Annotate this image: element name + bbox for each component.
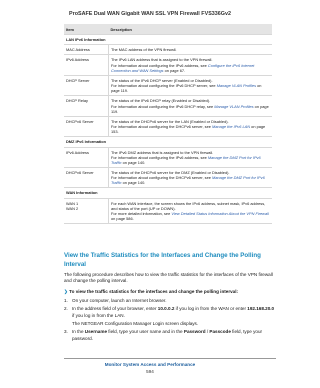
section-wan: WAN Information	[64, 188, 272, 198]
row-description	[109, 96, 273, 116]
step-1: 1. On your computer, launch an Internet browser.	[64, 298, 167, 304]
cross-reference-link[interactable]: Manage the DMZ Port for IPv6 Traffic	[111, 175, 265, 186]
step-text-part: In the address field of your browser, enter	[72, 306, 158, 312]
cross-reference-link[interactable]: Manage VLAN Profiles	[214, 103, 254, 109]
row-description	[109, 75, 273, 95]
row-page-ref: on page 153.	[111, 124, 266, 135]
table-row	[64, 198, 272, 224]
cross-reference-link[interactable]: View Detailed Status Information About the VPN Firewall	[171, 210, 269, 216]
step-text	[72, 306, 276, 319]
wan-address: 10.0.0.2	[157, 306, 175, 312]
row-desc-text: The status of the IPv6 DHCP relay (Enabled or Disabled).	[111, 98, 211, 104]
row-description	[109, 167, 273, 187]
section-dmz-ipv6: DMZ IPv6 Information	[64, 137, 272, 147]
section-block	[64, 252, 276, 342]
table-section-row	[64, 137, 272, 147]
step-text: On your computer, launch an Internet browser.	[72, 298, 167, 304]
row-desc-text: For each WAN interface, the screen shows the IPv6 address, subnet mask, IPv6 address, and status of the port (UP or DOWN).	[111, 200, 266, 211]
footer-title: Monitor System Access and Performance	[104, 362, 196, 367]
row-description	[109, 198, 273, 224]
password-term: Password	[183, 329, 206, 335]
table-header-row	[64, 24, 272, 35]
page-header: ProSAFE Dual WAN Gigabit WAN SSL VPN Firewall FVS336Gv2	[69, 11, 231, 17]
row-item: DHCPv6 Server	[64, 116, 109, 136]
row-item: DHCP Server	[64, 75, 109, 95]
step-text-part: if you log in from the LAN.	[72, 312, 125, 318]
intro-paragraph: The following procedure describes how to view the traffic statistics for the interfaces of the VPN firewall and change the polling interval.	[64, 272, 273, 284]
section-lan-ipv6: LAN IPv6 Information	[64, 35, 272, 45]
row-page-ref: on page 586.	[111, 216, 134, 222]
row-page-ref: on page 119.	[111, 103, 269, 114]
row-description	[109, 147, 273, 167]
cross-reference-link[interactable]: Configure the IPv6 Internet Connection and WAN Settings	[111, 62, 255, 73]
lan-address: 192.168.20.0	[247, 306, 275, 312]
chevron-right-icon: ❯	[64, 288, 70, 294]
task-heading	[64, 289, 276, 295]
step-3: 3. In the Username field, type your user name and in the Password / Passcode field, type your password.	[64, 329, 276, 342]
step-text-part: In the	[72, 329, 85, 335]
step-text-part: field, type your user name and in the	[107, 329, 184, 335]
cross-reference-link[interactable]: Manage the DMZ Port for IPv6 Traffic	[111, 154, 261, 165]
step-2-result: The NETGEAR Configuration Manager Login screen displays.	[72, 321, 199, 327]
username-term: Username	[84, 329, 107, 335]
cross-reference-link[interactable]: Manage VLAN Profiles	[216, 83, 257, 89]
table-row	[64, 45, 272, 55]
row-desc-text: The status of the DHCPv6 server for the LAN (Enabled or Disabled).	[111, 118, 229, 124]
step-text-part: /	[205, 329, 210, 335]
row-item: IPv6 Address	[64, 147, 109, 167]
row-more-text: For more detailed information, see	[111, 210, 172, 216]
row-more-text: For information about configuring the IPv6 DHCP server, see	[111, 83, 217, 89]
table-section-row	[64, 188, 272, 198]
row-page-ref: on page 140.	[121, 159, 146, 165]
table-row	[64, 147, 272, 167]
column-header-description: Description	[109, 24, 273, 35]
row-item: DHCPv6 Server	[64, 167, 109, 187]
row-item	[64, 198, 109, 224]
row-description	[109, 116, 273, 136]
step-2: 2. In the address field of your browser, enter 10.0.0.2 if you log in from the WAN or enter 192.168.20.0 if you log in from the LAN.	[64, 306, 275, 318]
row-page-ref: on page 140.	[121, 180, 146, 186]
row-desc-text: The status of the IPv6 DHCP server (Enabled or Disabled).	[111, 77, 213, 83]
step-text	[72, 329, 276, 342]
row-more-text: For information about configuring the IPv6 address, see	[111, 62, 208, 68]
row-item-wan2: WAN 2	[66, 205, 79, 211]
row-description: The MAC address of the VPN firewall.	[109, 45, 273, 55]
row-item-wan1: WAN 1	[66, 200, 79, 206]
row-desc-text: The IPv6 LAN address that is assigned to the VPN firewall.	[111, 57, 213, 63]
row-page-ref: on page 119.	[111, 83, 262, 94]
table-row	[64, 75, 272, 95]
table-row	[64, 55, 272, 75]
row-more-text: For information about configuring the DHCPv6 server, see	[111, 175, 212, 181]
row-description	[109, 55, 273, 75]
footer-divider	[64, 358, 276, 359]
row-item: MAC Address	[64, 45, 109, 55]
row-desc-text: The status of the DHCPv6 server for the DMZ (Enabled or Disabled).	[111, 169, 230, 175]
row-more-text: For information about configuring the IPv6 address, see	[111, 154, 208, 160]
row-more-text: For information about configuring the IPv6 DHCP relay, see	[111, 103, 215, 109]
step-text-part: field, type your password.	[72, 329, 263, 341]
status-table	[64, 24, 272, 224]
table-row	[64, 96, 272, 116]
row-more-text: For information about configuring the DHCPv6 server, see	[111, 124, 212, 130]
row-item: DHCP Relay	[64, 96, 109, 116]
passcode-term: Passcode	[209, 329, 231, 335]
page-number: 594	[146, 369, 154, 374]
column-header-item: Item	[64, 24, 109, 35]
table-row	[64, 167, 272, 187]
table-row	[64, 116, 272, 136]
row-desc-text: The IPv6 DMZ address that is assigned to the VPN firewall.	[111, 149, 214, 155]
table-section-row	[64, 35, 272, 45]
row-item: IPv6 Address	[64, 55, 109, 75]
section-heading: View the Traffic Statistics for the Interfaces and Change the Polling Interval	[64, 252, 261, 268]
cross-reference-link[interactable]: Manage the IPv6 LAN	[212, 124, 251, 130]
row-page-ref: on page 67.	[163, 67, 186, 73]
step-text-part: if you log in from the WAN or enter	[174, 306, 248, 312]
task-heading-text: To view the traffic statistics for the interfaces and change the polling interval:	[69, 288, 239, 294]
